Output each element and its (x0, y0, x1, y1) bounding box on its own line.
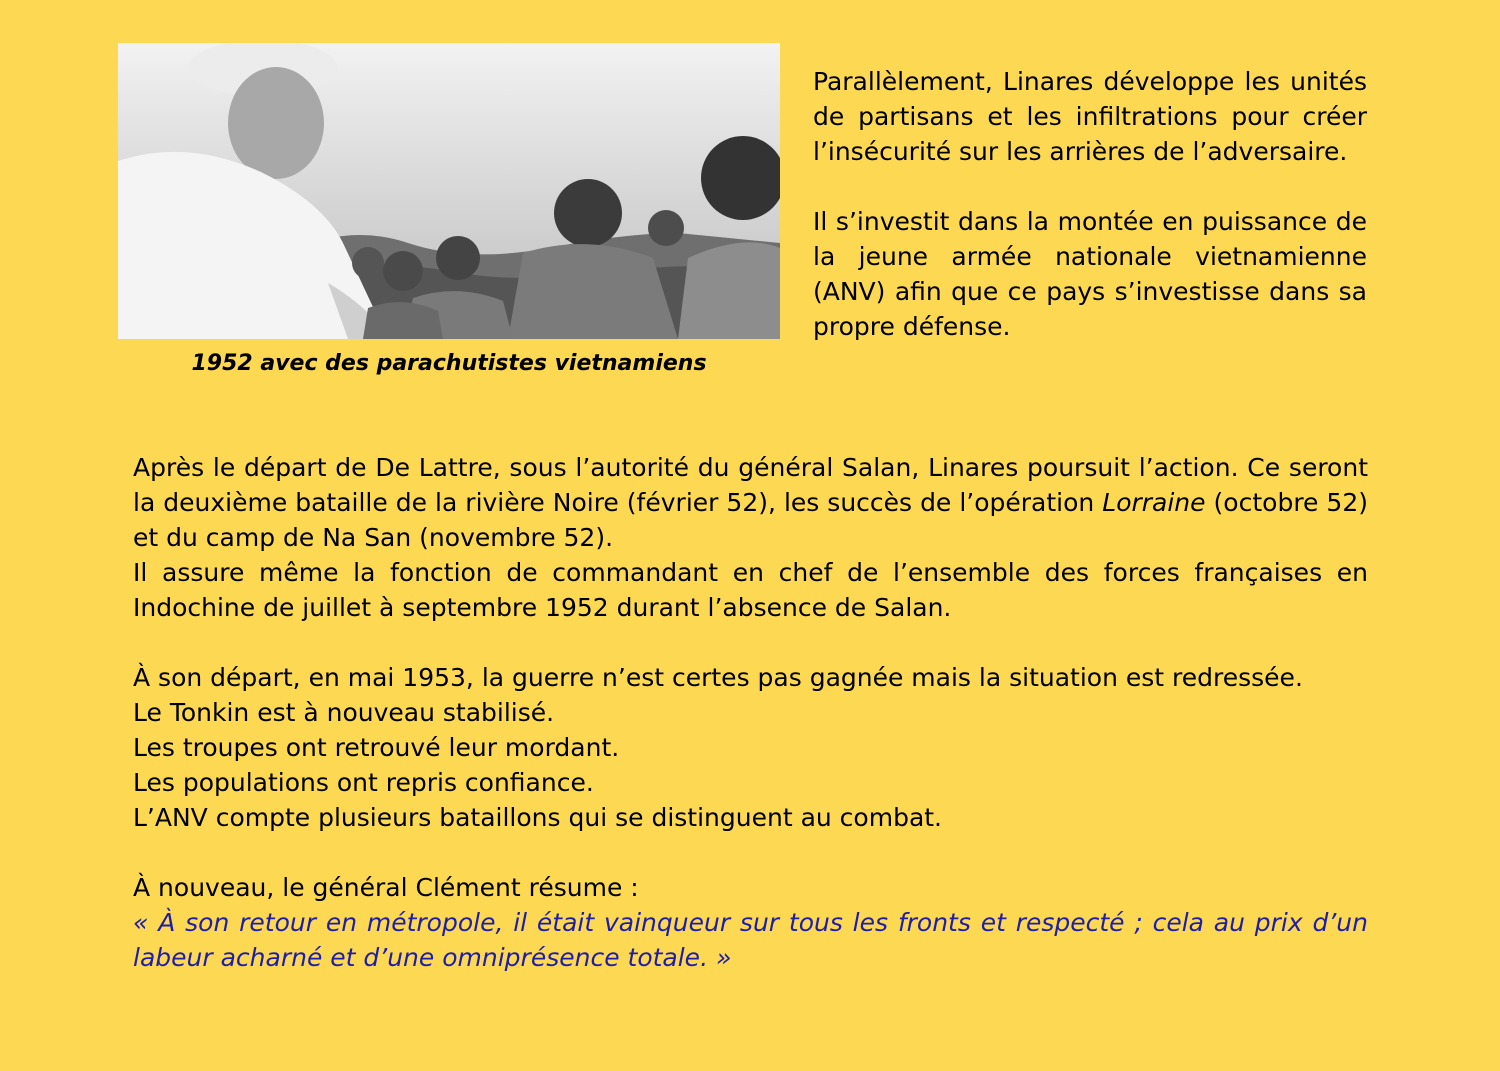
photo-illustration (118, 43, 780, 339)
paragraph-commandant: Il assure même la fonction de commandant en chef de l’ensemble des forces françaises en Indochine de juillet à septembre 1952 durant l’absence de Salan. (133, 558, 1368, 622)
line-troupes: Les troupes ont retrouvé leur mordant. (133, 733, 620, 762)
paragraph-after-de-lattre (133, 450, 1368, 555)
right-text-block (813, 64, 1367, 344)
operation-name: Lorraine (1102, 488, 1206, 517)
line-clement: À nouveau, le général Clément résume : (133, 873, 639, 902)
line-anv: L’ANV compte plusieurs bataillons qui se distinguent au combat. (133, 803, 943, 832)
line-depart: À son départ, en mai 1953, la guerre n’est certes pas gagnée mais la situation est redressée. (133, 663, 1303, 692)
main-text-block (133, 450, 1368, 975)
spacer (133, 625, 1368, 660)
spacer (133, 835, 1368, 870)
line-tonkin: Le Tonkin est à nouveau stabilisé. (133, 698, 555, 727)
historical-photo (118, 43, 780, 339)
clement-quote: « À son retour en métropole, il était vainqueur sur tous les fronts et respecté ; cela au prix d’un labeur acharné et d’une omniprésence totale. » (133, 908, 1368, 972)
paragraph-after-de-lattre-start: Après le départ de De Lattre, sous l’autorité du général Salan, Linares poursuit l’action. Ce seront la deuxième bataille de la rivière Noire (février 52), les succès de l’opération (133, 453, 1368, 517)
paragraph-after-de-lattre-end: (octobre 52) et du camp de Na San (novembre 52). (133, 488, 1368, 552)
paragraph-partisans: Parallèlement, Linares développe les unités de partisans et les infiltrations pour créer l’insécurité sur les arrières de l’adversaire. (813, 67, 1367, 166)
paragraph-anv: Il s’investit dans la montée en puissance de la jeune armée nationale vietnamienne (ANV) afin que ce pays s’investisse dans sa propre défense. (813, 207, 1367, 341)
photo-caption: 1952 avec des parachutistes vietnamiens (191, 351, 707, 376)
line-populations: Les populations ont repris confiance. (133, 768, 594, 797)
